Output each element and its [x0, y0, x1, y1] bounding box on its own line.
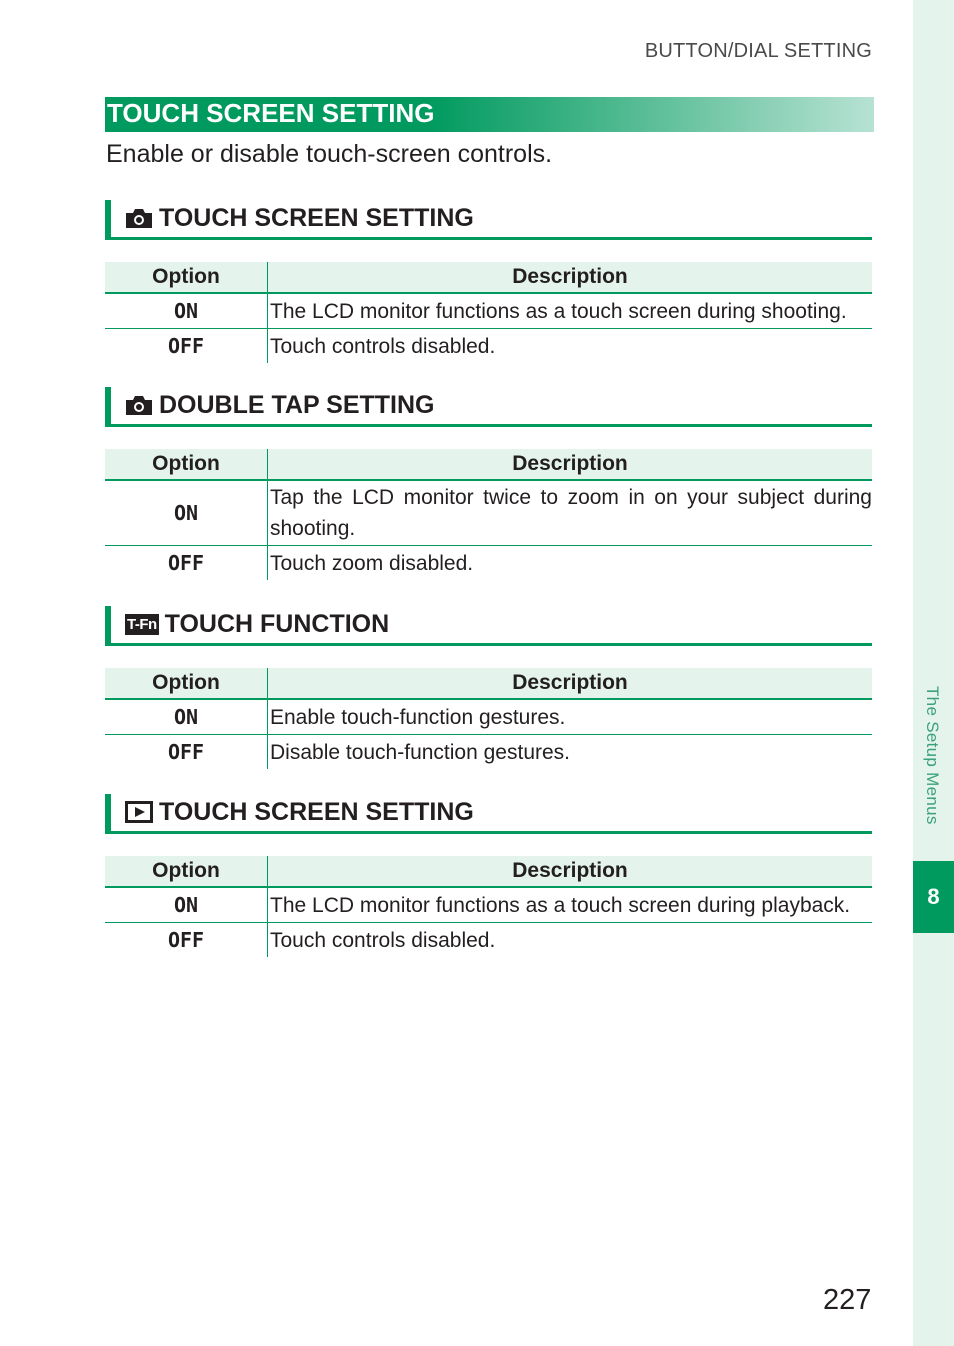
section-title: TOUCH FUNCTION — [164, 609, 390, 638]
table-row — [105, 480, 872, 546]
column-header-description: Description — [268, 668, 873, 699]
column-header-option: Option — [105, 449, 268, 480]
heading-marker — [105, 200, 111, 240]
intro-text: Enable or disable touch-screen controls. — [106, 140, 553, 168]
option-value: OFF — [105, 329, 268, 364]
table-row — [105, 293, 872, 329]
table-row — [105, 735, 872, 770]
tfn-icon: T-Fn — [127, 615, 157, 633]
section-touch-screen-playback — [105, 794, 872, 957]
option-description: The LCD monitor functions as a touch screen during playback. — [268, 887, 873, 923]
option-value: OFF — [105, 923, 268, 958]
option-value: OFF — [105, 546, 268, 581]
section-heading — [105, 606, 872, 646]
section-touch-function — [105, 606, 872, 769]
table-row — [105, 923, 872, 958]
options-table — [105, 856, 872, 957]
section-heading — [105, 200, 872, 240]
table-row — [105, 887, 872, 923]
option-description: Tap the LCD monitor twice to zoom in on your subject during shooting. — [268, 480, 873, 546]
section-title: TOUCH SCREEN SETTING — [159, 203, 474, 232]
column-header-description: Description — [268, 262, 873, 293]
heading-marker — [105, 794, 111, 834]
option-description: The LCD monitor functions as a touch screen during shooting. — [268, 293, 873, 329]
options-table — [105, 449, 872, 580]
camera-icon — [125, 207, 153, 229]
page-title: TOUCH SCREEN SETTING — [107, 98, 435, 128]
option-description: Touch controls disabled. — [270, 334, 496, 358]
table-row — [105, 329, 872, 364]
section-title: TOUCH SCREEN SETTING — [159, 797, 474, 826]
chapter-label — [913, 686, 954, 856]
option-value: ON — [105, 887, 268, 923]
camera-icon — [125, 394, 153, 416]
section-heading — [105, 387, 872, 427]
column-header-description: Description — [268, 449, 873, 480]
heading-marker — [105, 606, 111, 646]
option-description: Enable touch-function gestures. — [268, 699, 873, 735]
option-value: ON — [105, 293, 268, 329]
chapter-label-text: The Setup Menus — [923, 686, 942, 825]
column-header-option: Option — [105, 856, 268, 887]
header-breadcrumb: BUTTON/DIAL SETTING — [644, 40, 872, 62]
chapter-sidebar — [913, 0, 954, 1346]
column-header-option: Option — [105, 668, 268, 699]
table-row — [105, 699, 872, 735]
option-value: ON — [105, 699, 268, 735]
option-value: ON — [105, 480, 268, 546]
column-header-option: Option — [105, 262, 268, 293]
option-value: OFF — [105, 735, 268, 770]
section-touch-screen-shooting — [105, 200, 872, 363]
column-header-description: Description — [268, 856, 873, 887]
section-heading — [105, 794, 872, 834]
options-table — [105, 262, 872, 363]
option-description: Disable touch-function gestures. — [270, 740, 570, 764]
option-description: Touch zoom disabled. — [270, 551, 474, 575]
page-banner — [105, 97, 874, 132]
option-description: Touch controls disabled. — [270, 928, 496, 952]
table-row — [105, 546, 872, 581]
page-number: 227 — [823, 1284, 872, 1316]
playback-icon — [125, 801, 153, 823]
options-table — [105, 668, 872, 769]
section-double-tap — [105, 387, 872, 580]
heading-marker — [105, 387, 111, 427]
chapter-tab[interactable]: 8 — [913, 861, 954, 933]
section-title: DOUBLE TAP SETTING — [159, 390, 435, 419]
